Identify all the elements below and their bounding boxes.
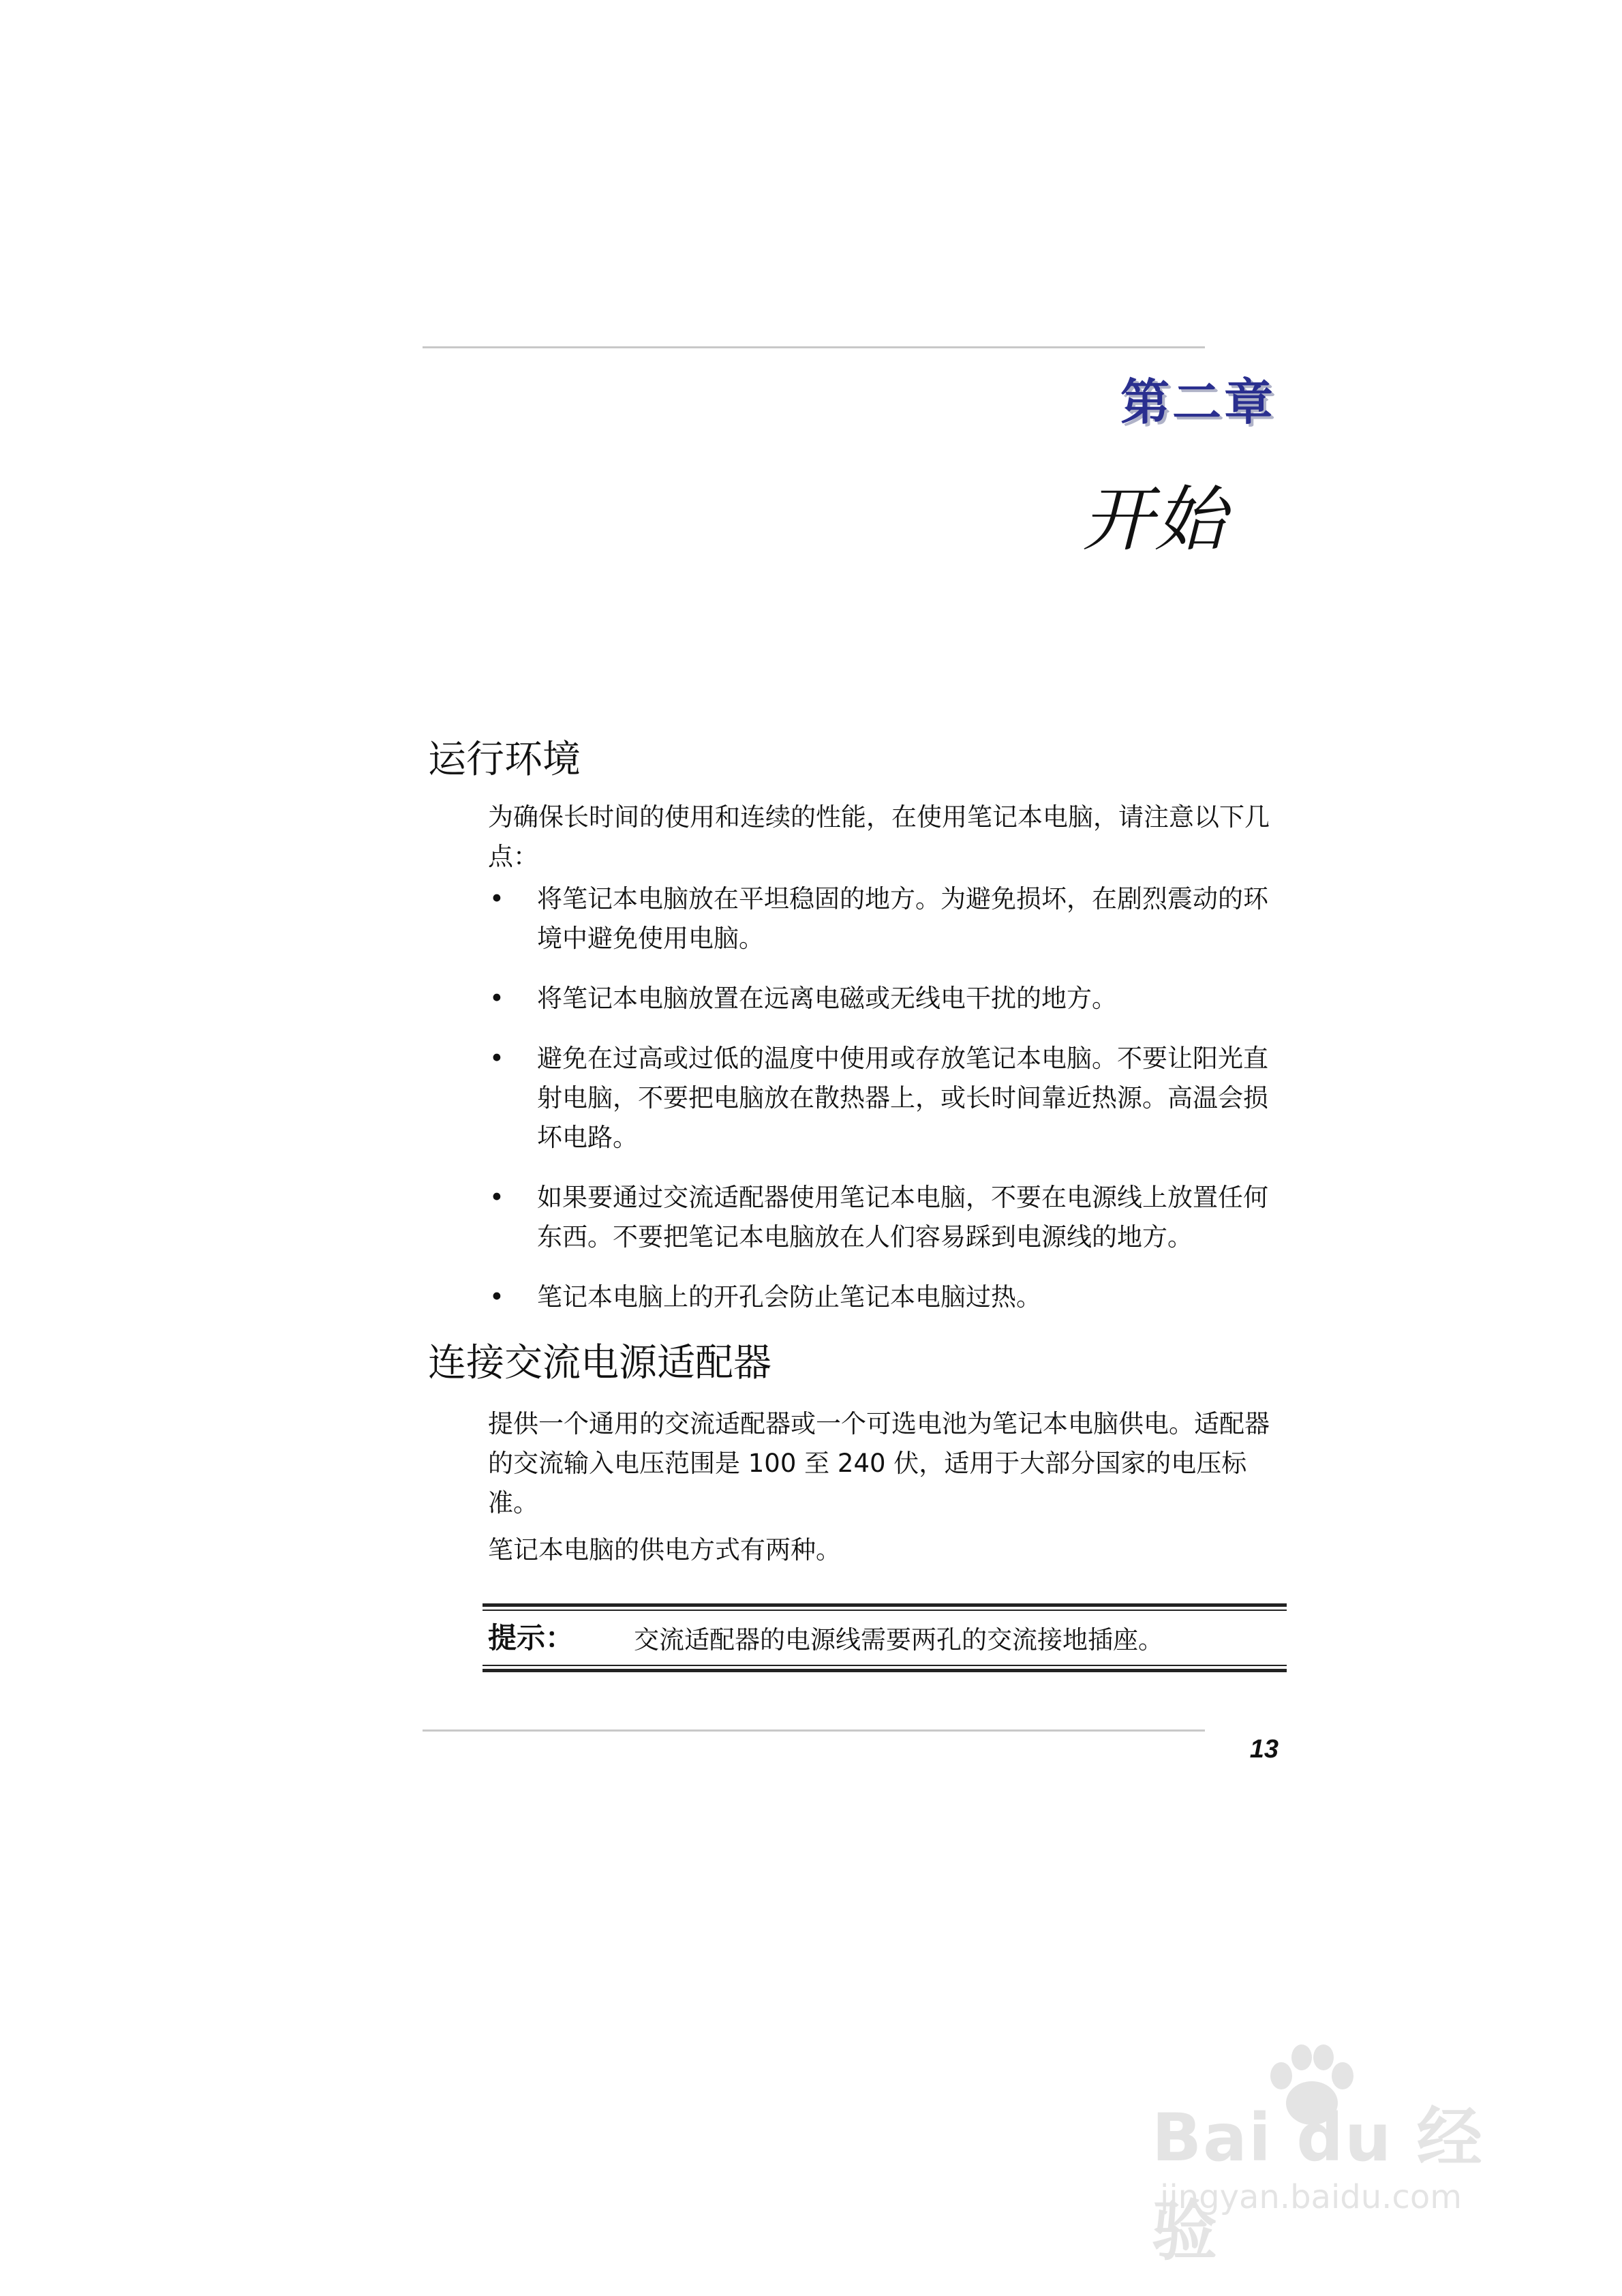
note-top-rule-thin [483,1610,1287,1611]
section-intro: 为确保长时间的使用和连续的性能，在使用笔记本电脑，请注意以下几点： [488,802,1270,871]
environment-bullet-list [488,879,1279,1338]
bottom-divider [423,1729,1205,1732]
note-bottom-rule-thin [483,1665,1287,1666]
bullet-icon: • [489,884,504,913]
bullet-icon: • [489,984,504,1013]
list-item [488,979,1279,1018]
baidu-watermark [1152,2038,1533,2269]
watermark-brand: Bai du 经验 [1152,2100,1484,2269]
section-heading-environment: 运行环境 [428,738,581,782]
page-number: 13 [1249,1735,1279,1764]
bullet-text: 如果要通过交流适配器使用笔记本电脑，不要在电源线上放置任何东西。不要把笔记本电脑放在人们容易踩到电源线的地方。 [537,1183,1268,1252]
bullet-text: 避免在过高或过低的温度中使用或存放笔记本电脑。不要让阳光直射电脑，不要把电脑放在散热器上，或长时间靠近热源。高温会损坏电路。 [537,1044,1268,1152]
note-bottom-rule [483,1669,1287,1672]
section-heading-ac-adapter: 连接交流电源适配器 [428,1341,771,1385]
watermark-url: jingyan.baidu.com [1160,2178,1462,2216]
chapter-label: 第二章 [1120,374,1276,431]
note-top-rule [483,1603,1287,1607]
bullet-text: 将笔记本电脑放置在远离电磁或无线电干扰的地方。 [537,984,1117,1013]
top-divider [423,346,1205,348]
bullet-icon: • [489,1282,504,1312]
section-paragraph: 提供一个通用的交流适配器或一个可选电池为笔记本电脑供电。适配器的交流输入电压范围是 100 至 240 伏，适用于大部分国家的电压标准。 [488,1409,1270,1517]
list-item [488,1039,1279,1158]
bullet-text: 将笔记本电脑放在平坦稳固的地方。为避免损坏，在剧烈震动的环境中避免使用电脑。 [537,884,1268,953]
bullet-text: 笔记本电脑上的开孔会防止笔记本电脑过热。 [537,1282,1041,1312]
note-text: 交流适配器的电源线需要两孔的交流接地插座。 [634,1625,1163,1655]
chapter-title: 开始 [1082,478,1227,561]
bullet-icon: • [489,1044,504,1073]
list-item [488,1178,1279,1257]
list-item [488,1278,1279,1317]
list-item [488,879,1279,958]
section-paragraph: 笔记本电脑的供电方式有两种。 [488,1535,841,1565]
note-label: 提示： [488,1621,575,1655]
bullet-icon: • [489,1183,504,1212]
